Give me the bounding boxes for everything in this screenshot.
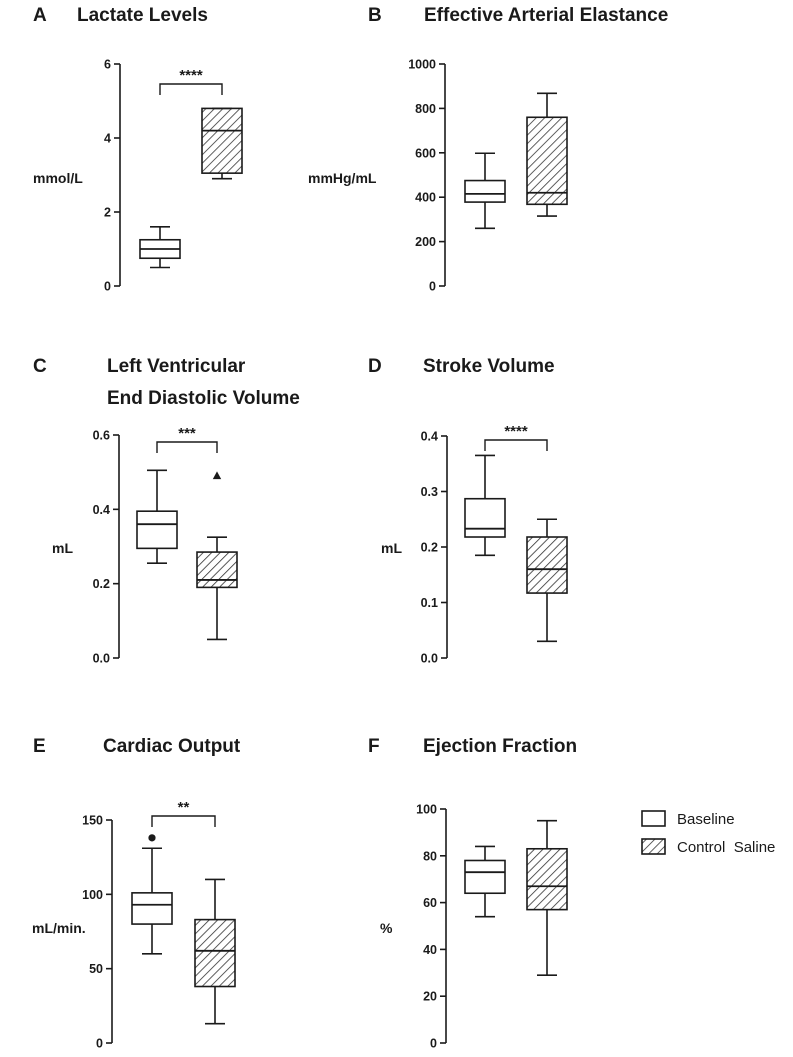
panel-title-f: Ejection Fraction: [423, 736, 578, 757]
legend-swatch-control-saline: [642, 839, 665, 854]
panel-letter-c: C: [33, 356, 47, 377]
box-c-control-saline: [197, 471, 237, 639]
significance-stars: ***: [178, 425, 196, 442]
y-tick-label: 800: [415, 101, 436, 116]
y-tick-label: 0: [104, 279, 111, 294]
panel-letter-d: D: [368, 356, 382, 377]
y-tick-label: 1000: [408, 57, 436, 72]
y-axis-label-c: mL: [52, 540, 73, 556]
y-tick-label: 2: [104, 205, 111, 220]
bracket-line: [152, 816, 215, 827]
y-tick-label: 6: [104, 57, 111, 72]
y-tick-label: 0.2: [92, 577, 110, 592]
y-tick-label: 0: [429, 279, 436, 294]
panel-b: [308, 5, 668, 294]
bracket-line: [157, 442, 217, 453]
y-tick-label: 80: [423, 849, 437, 864]
box-iqr: [197, 552, 237, 587]
panel-letter-f: F: [368, 736, 380, 757]
y-tick-label: 100: [416, 802, 437, 817]
legend-label-control-saline: Control Saline: [677, 839, 776, 856]
y-tick-label: 400: [415, 190, 436, 205]
box-d-baseline: [465, 455, 505, 555]
y-tick-label: 0.3: [420, 485, 438, 499]
panel-title-d: Stroke Volume: [423, 356, 555, 377]
y-tick-label: 600: [415, 146, 436, 161]
y-tick-label: 100: [82, 887, 103, 902]
box-b-baseline: [465, 153, 505, 228]
y-axis-label-f: %: [380, 920, 393, 936]
box-a-baseline: [140, 227, 180, 268]
panel-title-a: Lactate Levels: [77, 5, 208, 26]
box-c-baseline: [137, 470, 177, 563]
y-tick-label: 0.1: [420, 596, 438, 610]
panel-letter-a: A: [33, 5, 47, 26]
y-axis-label-e: mL/min.: [32, 920, 86, 936]
box-iqr: [465, 860, 505, 893]
box-a-control-saline: [202, 108, 242, 178]
box-e-baseline: [132, 834, 172, 954]
bracket-line: [485, 440, 547, 451]
y-tick-label: 60: [423, 896, 437, 911]
y-axis-label-d: mL: [381, 540, 402, 556]
y-tick-label: 4: [104, 131, 111, 146]
box-iqr: [527, 537, 567, 593]
y-tick-label: 0: [96, 1036, 103, 1051]
box-b-control-saline: [527, 93, 567, 216]
panel-title-b: Effective Arterial Elastance: [424, 5, 669, 26]
y-tick-label: 0.4: [92, 502, 110, 517]
panel-letter-e: E: [33, 736, 46, 757]
significance-stars: ****: [504, 423, 528, 440]
significance-bracket-c: [157, 425, 217, 453]
panel-c: [33, 356, 300, 666]
box-iqr: [465, 499, 505, 537]
y-tick-label: 20: [423, 989, 437, 1004]
y-tick-label: 40: [423, 942, 437, 957]
panel-f: [368, 736, 577, 1051]
significance-bracket-d: [485, 423, 547, 451]
y-tick-label: 150: [82, 813, 103, 828]
panel-title-e: Cardiac Output: [103, 736, 241, 757]
legend: [642, 811, 775, 856]
box-e-control-saline: [195, 879, 235, 1023]
box-iqr: [527, 117, 567, 204]
box-f-control-saline: [527, 821, 567, 975]
panel-title-c: Left Ventricular: [107, 356, 246, 377]
outlier-point: [213, 471, 221, 479]
box-iqr: [137, 511, 177, 548]
box-iqr: [202, 108, 242, 173]
panel-d: [368, 356, 567, 666]
box-f-baseline: [465, 846, 505, 916]
panel-title-c-line2: End Diastolic Volume: [107, 388, 300, 409]
box-iqr: [132, 893, 172, 924]
box-iqr: [527, 849, 567, 910]
box-iqr: [195, 920, 235, 987]
y-tick-label: 50: [89, 962, 103, 977]
y-tick-label: 200: [415, 235, 436, 250]
outlier-point: [148, 834, 155, 841]
y-axis-label-b: mmHg/mL: [308, 170, 377, 186]
y-tick-label: 0.2: [420, 540, 438, 555]
legend-swatch-baseline: [642, 811, 665, 826]
significance-bracket-a: [160, 67, 222, 95]
significance-stars: **: [177, 799, 190, 816]
y-tick-label: 0.0: [92, 651, 110, 666]
panel-e: [32, 736, 241, 1051]
bracket-line: [160, 84, 222, 95]
box-d-control-saline: [527, 519, 567, 641]
panel-a: [33, 5, 242, 294]
y-tick-label: 0: [430, 1036, 437, 1051]
y-tick-label: 0.4: [420, 429, 438, 444]
panel-letter-b: B: [368, 5, 382, 26]
y-tick-label: 0.6: [92, 428, 110, 443]
significance-bracket-e: [152, 799, 215, 827]
box-iqr: [465, 181, 505, 203]
significance-stars: ****: [179, 67, 203, 84]
y-axis-label-a: mmol/L: [33, 170, 83, 186]
legend-label-baseline: Baseline: [677, 811, 735, 828]
y-tick-label: 0.0: [420, 651, 438, 666]
